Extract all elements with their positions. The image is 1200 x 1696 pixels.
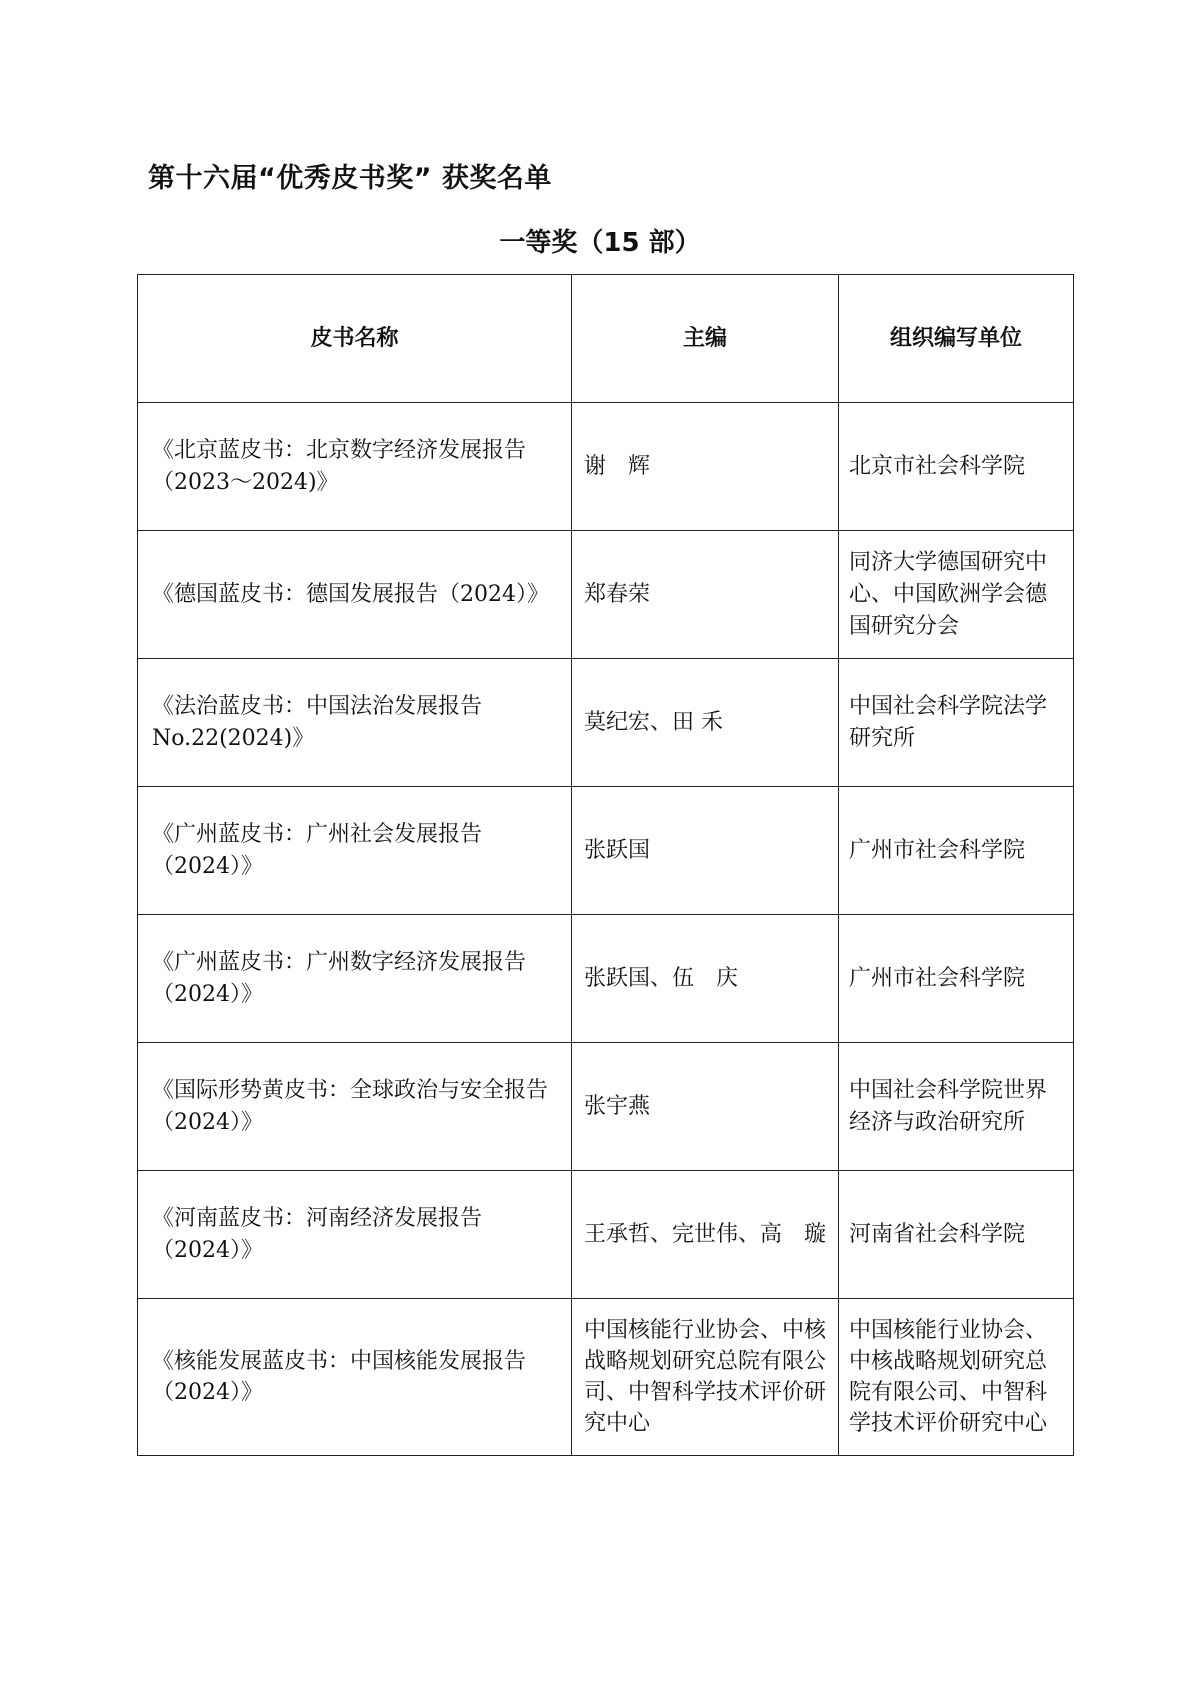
table-row bbox=[138, 659, 1074, 787]
table-row bbox=[138, 1299, 1074, 1456]
organization-cell: 河南省社会科学院 bbox=[839, 1171, 1074, 1299]
organization-cell: 中国社会科学院法学研究所 bbox=[839, 659, 1074, 787]
table-row bbox=[138, 1043, 1074, 1171]
book-title-cell: 《国际形势黄皮书：全球政治与安全报告（2024）》 bbox=[138, 1043, 572, 1171]
book-title-cell: 《德国蓝皮书：德国发展报告（2024）》 bbox=[138, 531, 572, 659]
column-header-editor: 主编 bbox=[572, 275, 839, 403]
book-title-cell: 《核能发展蓝皮书：中国核能发展报告（2024）》 bbox=[138, 1299, 572, 1456]
editor-cell: 王承哲、完世伟、高 璇 bbox=[572, 1171, 839, 1299]
editor-cell: 郑春荣 bbox=[572, 531, 839, 659]
table-row bbox=[138, 403, 1074, 531]
document-title: 第十六届“优秀皮书奖” 获奖名单 bbox=[148, 163, 552, 194]
editor-cell: 张跃国 bbox=[572, 787, 839, 915]
editor-cell: 张宇燕 bbox=[572, 1043, 839, 1171]
table-row bbox=[138, 915, 1074, 1043]
editor-cell: 中国核能行业协会、中核战略规划研究总院有限公司、中智科学技术评价研究中心 bbox=[572, 1299, 839, 1456]
table-header-row bbox=[138, 275, 1074, 403]
section-title: 一等奖（15 部） bbox=[499, 228, 701, 258]
organization-cell: 中国社会科学院世界经济与政治研究所 bbox=[839, 1043, 1074, 1171]
editor-cell: 谢 辉 bbox=[572, 403, 839, 531]
book-title-cell: 《北京蓝皮书：北京数字经济发展报告（2023～2024)》 bbox=[138, 403, 572, 531]
organization-cell: 北京市社会科学院 bbox=[839, 403, 1074, 531]
editor-cell: 莫纪宏、田 禾 bbox=[572, 659, 839, 787]
editor-cell: 张跃国、伍 庆 bbox=[572, 915, 839, 1043]
book-title-cell: 《河南蓝皮书：河南经济发展报告（2024）》 bbox=[138, 1171, 572, 1299]
book-title-cell: 《广州蓝皮书：广州数字经济发展报告（2024）》 bbox=[138, 915, 572, 1043]
book-title-cell: 《法治蓝皮书：中国法治发展报告 No.22(2024)》 bbox=[138, 659, 572, 787]
awards-table bbox=[137, 274, 1074, 1456]
table-row bbox=[138, 1171, 1074, 1299]
organization-cell: 中国核能行业协会、中核战略规划研究总院有限公司、中智科学技术评价研究中心 bbox=[839, 1299, 1074, 1456]
organization-cell: 同济大学德国研究中心、中国欧洲学会德国研究分会 bbox=[839, 531, 1074, 659]
table-row bbox=[138, 531, 1074, 659]
table-row bbox=[138, 787, 1074, 915]
column-header-organization: 组织编写单位 bbox=[839, 275, 1074, 403]
column-header-book-title: 皮书名称 bbox=[138, 275, 572, 403]
organization-cell: 广州市社会科学院 bbox=[839, 915, 1074, 1043]
book-title-cell: 《广州蓝皮书：广州社会发展报告（2024）》 bbox=[138, 787, 572, 915]
organization-cell: 广州市社会科学院 bbox=[839, 787, 1074, 915]
